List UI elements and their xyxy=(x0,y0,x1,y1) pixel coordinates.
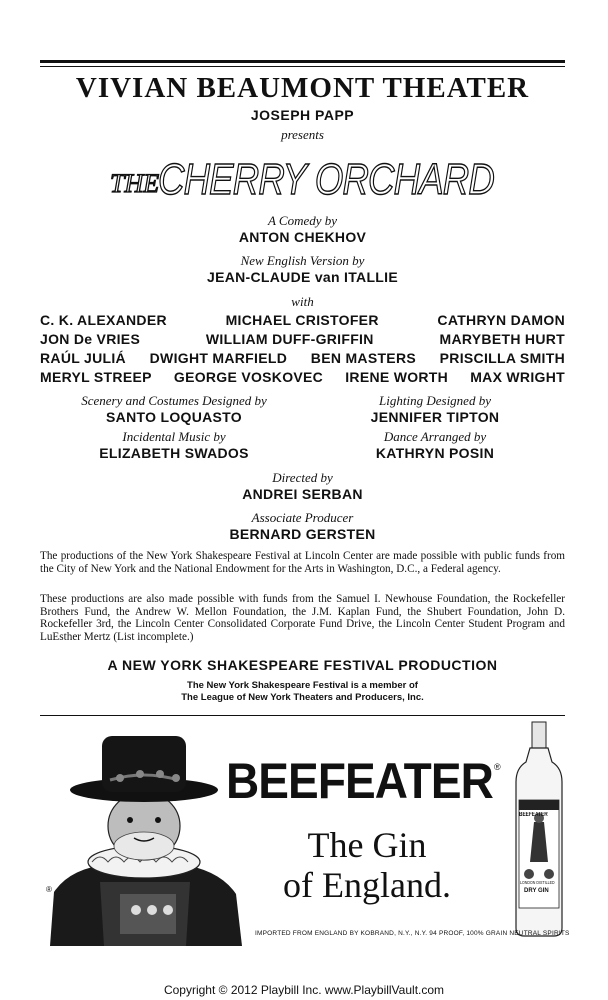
bottle-label-brand: BEEFEATER xyxy=(519,812,548,818)
credit-label: Dance Arranged by xyxy=(383,429,487,444)
cast-row-1 xyxy=(40,312,565,328)
funding-paragraph-2: These productions are also made possible with funds from the Samuel I. Newhouse Foundation, the Rockefeller Brothers Fund, the Andrew W. Mellon Foundation, the J.M. Kaplan Fund, the Shubert Foundation, John D. Rockefeller 3rd, the Lincoln Center Consolidated Corporate Fund Drive, the Lincoln Center Student Program and LuEsther Mertz (List incomplete.) xyxy=(40,593,565,643)
bottle-label-type2: DRY GIN xyxy=(524,888,549,894)
ad-import-notice: IMPORTED FROM ENGLAND BY KOBRAND, N.Y., N.Y. 94 PROOF, 100% GRAIN NEUTRAL SPIRITS xyxy=(255,930,570,937)
show-title-logo xyxy=(108,142,500,208)
ad-divider xyxy=(40,715,565,716)
credit-name: ELIZABETH SWADOS xyxy=(99,445,249,461)
credit-name: SANTO LOQUASTO xyxy=(106,409,242,425)
with-label: with xyxy=(291,294,314,309)
presents-label: presents xyxy=(281,127,324,142)
ad-tagline-1: The Gin xyxy=(307,825,427,865)
cast-member: IRENE WORTH xyxy=(345,369,449,385)
assoc-producer-name: BERNARD GERSTEN xyxy=(229,526,376,542)
membership-line-1: The New York Shakespeare Festival is a member of xyxy=(187,680,418,691)
copyright-footer: Copyright © 2012 Playbill Inc. www.PlaybillVault.com xyxy=(163,983,445,997)
credit-lighting xyxy=(330,393,540,425)
top-rule-thin xyxy=(40,66,565,67)
cast-member: DWIGHT MARFIELD xyxy=(149,350,288,366)
cast-member: MARYBETH HURT xyxy=(439,331,565,347)
cast-member: GEORGE VOSKOVEC xyxy=(173,369,324,385)
cast-member: C. K. ALEXANDER xyxy=(40,312,167,328)
credit-name: KATHRYN POSIN xyxy=(375,445,495,461)
beefeater-brand: BEEFEATER xyxy=(226,753,493,809)
cast-member: MAX WRIGHT xyxy=(470,369,565,385)
translator-name: JEAN-CLAUDE van ITALLIE xyxy=(207,269,398,285)
cast-member: CATHRYN DAMON xyxy=(437,312,565,328)
gin-bottle-illustration xyxy=(516,722,562,936)
cast-member: PRISCILLA SMITH xyxy=(439,350,565,366)
cast-member: RAÚL JULIÁ xyxy=(40,350,126,366)
comedy-label: A Comedy by xyxy=(267,213,338,228)
cast-row-2 xyxy=(40,331,565,347)
credit-name: JENNIFER TIPTON xyxy=(370,409,500,425)
reg-mark-left: ® xyxy=(46,885,52,894)
cast-member: BEN MASTERS xyxy=(310,350,416,366)
show-title-main: CHERRY ORCHARD xyxy=(158,155,495,204)
theater-name: VIVIAN BEAUMONT THEATER xyxy=(75,72,530,104)
production-banner: A NEW YORK SHAKESPEARE FESTIVAL PRODUCTION xyxy=(107,657,498,673)
show-title-the: THE xyxy=(110,169,160,198)
reg-mark: ® xyxy=(494,762,501,772)
credit-label: Incidental Music by xyxy=(122,429,226,444)
producer-name: JOSEPH PAPP xyxy=(250,107,355,123)
cast-row-4 xyxy=(40,369,565,385)
assoc-producer-label: Associate Producer xyxy=(251,510,354,525)
ad-tagline-2: of England. xyxy=(283,865,451,905)
credit-dance xyxy=(330,429,540,461)
credit-label: Scenery and Costumes Designed by xyxy=(81,393,267,408)
version-label: New English Version by xyxy=(240,253,365,268)
beefeater-yeoman-illustration xyxy=(50,736,242,946)
director-name: ANDREI SERBAN xyxy=(242,486,363,502)
credit-label: Lighting Designed by xyxy=(379,393,491,408)
funding-paragraph-1: The productions of the New York Shakespeare Festival at Lincoln Center are made possible with public funds from the City of New York and the National Endowment for the Arts in Washington, D.C., a Federal agency. xyxy=(40,550,565,575)
cast-member: WILLIAM DUFF-GRIFFIN xyxy=(205,331,374,347)
credit-scenery xyxy=(54,393,294,425)
cast-member: MERYL STREEP xyxy=(40,369,152,385)
author-name: ANTON CHEKHOV xyxy=(238,229,367,245)
credit-music xyxy=(54,429,294,461)
top-rule-thick xyxy=(40,60,565,63)
membership-note xyxy=(40,680,565,704)
bottle-label-type1: LONDON DISTILLED xyxy=(520,880,555,885)
director-label: Directed by xyxy=(272,470,333,485)
membership-line-2: The League of New York Theaters and Producers, Inc. xyxy=(181,692,424,703)
cast-member: JON De VRIES xyxy=(40,331,141,347)
cast-member: MICHAEL CRISTOFER xyxy=(225,312,379,328)
cast-row-3 xyxy=(40,350,565,366)
